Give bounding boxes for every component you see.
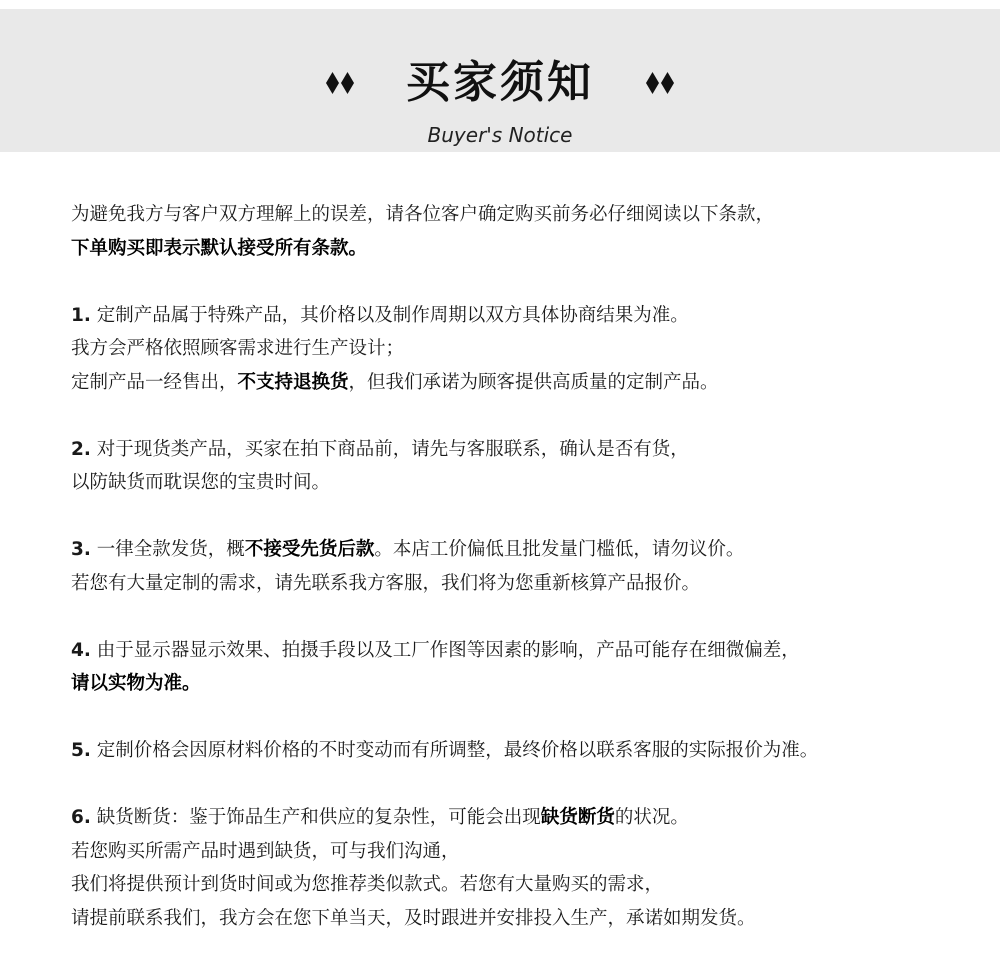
item-bold-text: 缺货断货 — [540, 807, 615, 828]
notice-content — [71, 198, 971, 969]
page-subtitle: Buyer's Notice — [427, 123, 573, 147]
diamond-icon — [646, 72, 659, 94]
item-line — [71, 433, 971, 467]
notice-item-2 — [71, 433, 971, 500]
item-number: 6. — [71, 807, 91, 828]
item-text: 一律全款发货，概 — [96, 539, 245, 560]
intro-bold-line: 下单购买即表示默认接受所有条款。 — [71, 237, 368, 259]
notice-item-4 — [71, 634, 971, 701]
top-margin — [0, 0, 1000, 9]
item-text: 定制价格会因原材料价格的不时变动而有所调整，最终价格以联系客服的实际报价为准。 — [96, 740, 819, 761]
intro-paragraph — [71, 198, 971, 265]
item-number: 5. — [71, 740, 91, 761]
right-diamond-pair-icon — [646, 72, 674, 94]
item-number: 3. — [71, 539, 91, 560]
item-line — [71, 734, 971, 768]
item-bold-text: 不接受先货后款 — [244, 539, 375, 560]
item-line: 若您有大量定制的需求，请先联系我方客服，我们将为您重新核算产品报价。 — [71, 572, 701, 594]
item-bold-line: 请以实物为准。 — [71, 673, 201, 694]
notice-item-3 — [71, 533, 971, 600]
item-line — [71, 634, 971, 668]
notice-item-1 — [71, 299, 971, 400]
item-text: 。本店工价偏低且批发量门槛低，请勿议价。 — [374, 539, 745, 560]
item-bold-text: 不支持退换货 — [237, 371, 349, 393]
item-text: 由于显示器显示效果、拍摄手段以及工厂作图等因素的影响，产品可能存在细微偏差， — [96, 639, 800, 661]
item-number: 4. — [71, 639, 91, 661]
item-number: 1. — [71, 304, 91, 326]
item-line: 若您购买所需产品时遇到缺货，可与我们沟通， — [71, 840, 460, 862]
item-line — [71, 801, 971, 835]
item-line: 我们将提供预计到货时间或为您推荐类似款式。若您有大量购买的需求， — [71, 874, 664, 895]
item-line — [71, 299, 971, 333]
item-line: 以防缺货而耽误您的宝贵时间。 — [71, 472, 331, 493]
intro-line: 为避免我方与客户双方理解上的误差，请各位客户确定购买前务必仔细阅读以下条款， — [71, 204, 775, 225]
diamond-icon — [341, 72, 354, 94]
item-text: 缺货断货：鉴于饰品生产和供应的复杂性，可能会出现 — [96, 807, 541, 828]
item-text: 对于现货类产品，买家在拍下商品前，请先与客服联系，确认是否有货， — [96, 438, 689, 460]
item-line: 请提前联系我们，我方会在您下单当天，及时跟进并安排投入生产，承诺如期发货。 — [71, 907, 756, 929]
title-row — [0, 53, 1000, 113]
item-text: 的状况。 — [614, 807, 689, 828]
notice-item-5 — [71, 734, 971, 768]
left-diamond-pair-icon — [326, 72, 354, 94]
diamond-icon — [661, 72, 674, 94]
diamond-icon — [326, 72, 339, 94]
item-text: 定制产品一经售出， — [71, 371, 238, 393]
item-line — [71, 366, 971, 400]
notice-header — [0, 9, 1000, 152]
item-text: ，但我们承诺为顾客提供高质量的定制产品。 — [348, 371, 719, 393]
item-text: 定制产品属于特殊产品，其价格以及制作周期以双方具体协商结果为准。 — [96, 304, 689, 326]
page-title: 买家须知 — [406, 57, 594, 108]
item-line — [71, 533, 971, 567]
item-number: 2. — [71, 438, 91, 460]
item-line: 我方会严格依照顾客需求进行生产设计； — [71, 338, 405, 359]
notice-item-6 — [71, 801, 971, 935]
